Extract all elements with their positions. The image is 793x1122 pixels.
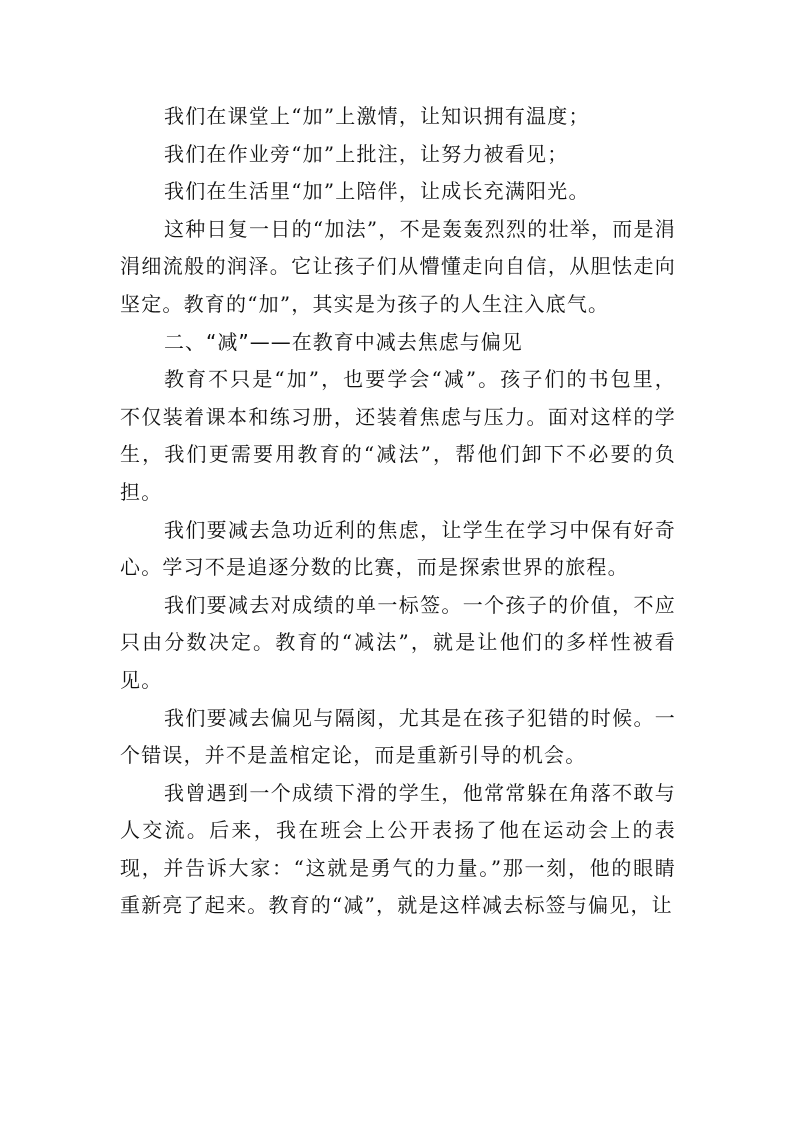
intro-line-homework: 我们在作业旁“加”上批注，让努力被看见；: [164, 141, 569, 166]
paragraph-reduce-labels: 我们要减去对成绩的单一标签。一个孩子的价值，不应只由分数决定。教育的“减法”，就是让他们的多样性被看见。: [120, 592, 676, 692]
paragraph-student-story: 我曾遇到一个成绩下滑的学生，他常常躲在角落不敢与人交流。后来，我在班会上公开表扬了他在运动会上的表现，并告诉大家：“这就是勇气的力量。”那一刻，他的眼睛重新亮了起来。教育的“减”，就是这样减去标签与偏见，让: [120, 780, 676, 918]
paragraph-reduce-bias: 我们要减去偏见与隔阂，尤其是在孩子犯错的时候。一个错误，并不是盖棺定论，而是重新引导的机会。: [120, 705, 676, 768]
section-heading: 二、“减”——在教育中减去焦虑与偏见: [164, 329, 523, 354]
paragraph-reduce-anxiety: 我们要减去急功近利的焦虑，让学生在学习中保有好奇心。学习不是追逐分数的比赛，而是探索世界的旅程。: [120, 517, 676, 580]
intro-line-life: 我们在生活里“加”上陪伴，让成长充满阳光。: [164, 179, 590, 204]
paragraph-subtraction-intro: 教育不只是“加”，也要学会“减”。孩子们的书包里，不仅装着课本和练习册，还装着焦虑与压力。面对这样的学生，我们更需要用教育的“减法”，帮他们卸下不必要的负担。: [120, 367, 676, 504]
intro-line-classroom: 我们在课堂上“加”上激情，让知识拥有温度；: [164, 104, 590, 128]
paragraph-addition-summary: 这种日复一日的“加法”，不是轰轰烈烈的壮举，而是涓涓细流般的润泽。它让孩子们从懵懂走向自信，从胆怯走向坚定。教育的“加”，其实是为孩子的人生注入底气。: [120, 216, 676, 316]
document-body: [120, 98, 676, 925]
